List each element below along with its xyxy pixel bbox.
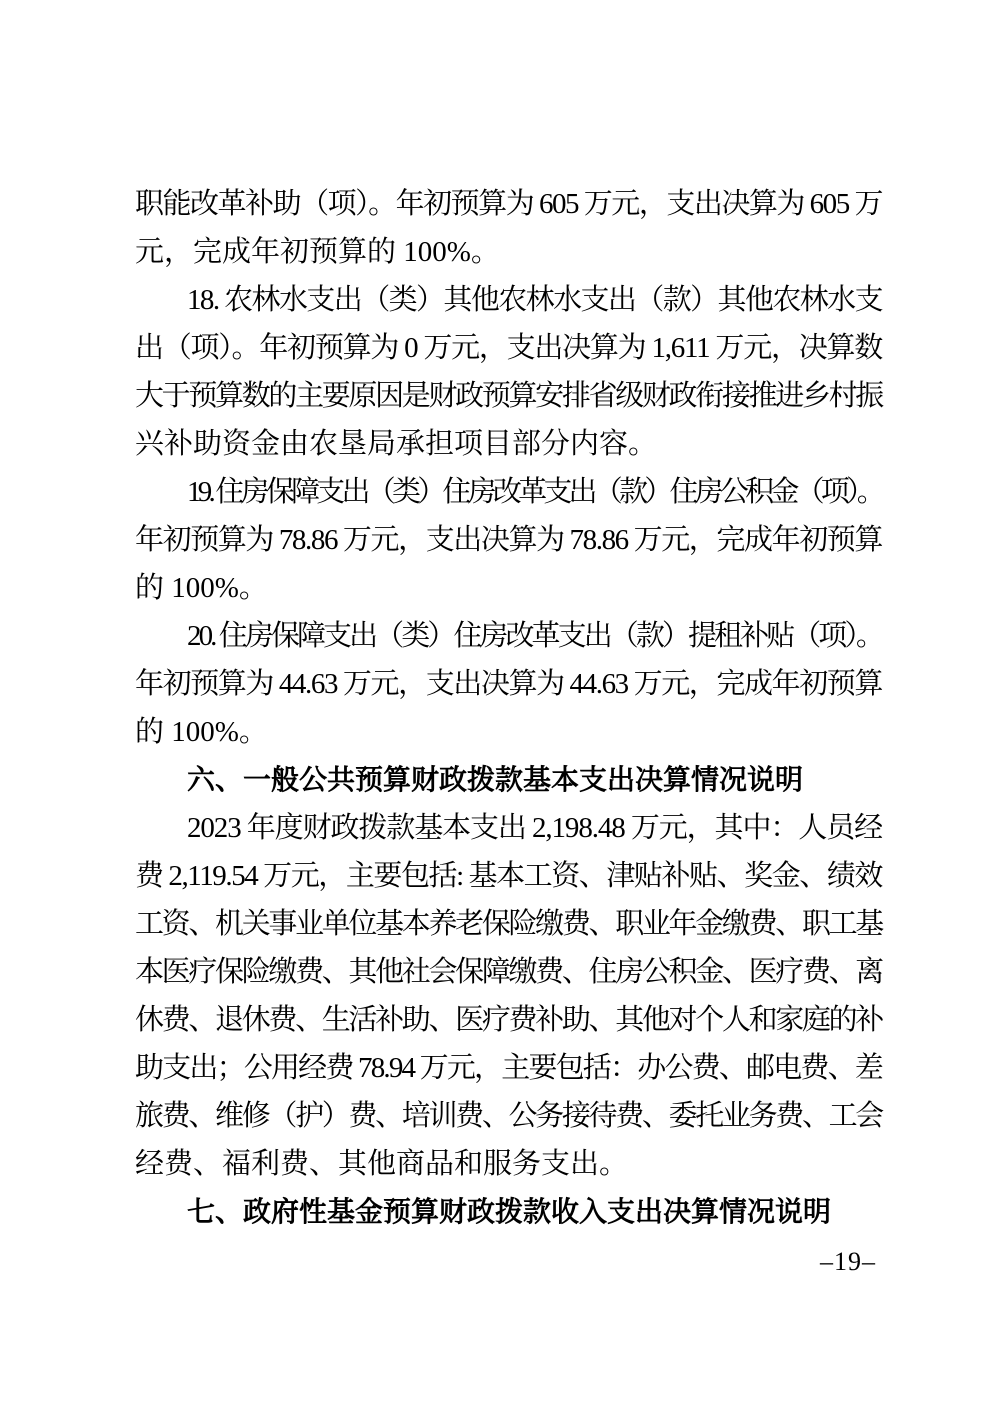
paragraph-line: 兴补助资金由农垦局承担项目部分内容。 <box>135 428 658 460</box>
paragraph-line: 元，完成年初预算的 100%。 <box>135 236 500 268</box>
paragraph-line: 出（项）。年初预算为 0 万元，支出决算为 1,611 万元，决算数 <box>135 332 882 364</box>
paragraph-line: 工资、机关事业单位基本养老保险缴费、职业年金缴费、职工基 <box>135 908 882 940</box>
paragraph-line: 职能改革补助（项）。年初预算为 605 万元，支出决算为 605 万 <box>135 188 882 220</box>
paragraph-line: 年初预算为 78.86 万元，支出决算为 78.86 万元，完成年初预算 <box>135 524 882 556</box>
paragraph-line: 费 2,119.54 万元，主要包括: 基本工资、津贴补贴、奖金、绩效 <box>135 860 882 892</box>
paragraph-line: 大于预算数的主要原因是财政预算安排省级财政衔接推进乡村振 <box>135 380 882 412</box>
paragraph-line: 年初预算为 44.63 万元，支出决算为 44.63 万元，完成年初预算 <box>135 668 882 700</box>
section-heading-7: 七、政府性基金预算财政拨款收入支出决算情况说明 <box>187 1196 832 1227</box>
document-body <box>135 180 882 1236</box>
paragraph-line: 助支出；公用经费 78.94 万元，主要包括：办公费、邮电费、差 <box>135 1052 882 1084</box>
paragraph-line: 2023 年度财政拨款基本支出 2,198.48 万元，其中：人员经 <box>187 812 882 844</box>
section-heading-6: 六、一般公共预算财政拨款基本支出决算情况说明 <box>187 764 804 795</box>
paragraph-line: 的 100%。 <box>135 716 268 748</box>
paragraph-line: 旅费、维修（护）费、培训费、公务接待费、委托业务费、工会 <box>135 1100 882 1132</box>
paragraph-line: 本医疗保险缴费、其他社会保障缴费、住房公积金、医疗费、离 <box>135 956 882 988</box>
paragraph-line: 19. 住房保障支出（类）住房改革支出（款）住房公积金（项）。 <box>187 476 882 508</box>
paragraph-line: 18. 农林水支出（类）其他农林水支出（款）其他农林水支 <box>187 284 882 316</box>
paragraph-line: 的 100%。 <box>135 572 268 604</box>
paragraph-line: 20. 住房保障支出（类）住房改革支出（款）提租补贴（项）。 <box>187 620 882 652</box>
page-number: –19– <box>820 1247 876 1276</box>
paragraph-line: 休费、退休费、生活补助、医疗费补助、其他对个人和家庭的补 <box>135 1004 882 1036</box>
paragraph-line: 经费、福利费、其他商品和服务支出。 <box>135 1148 629 1180</box>
